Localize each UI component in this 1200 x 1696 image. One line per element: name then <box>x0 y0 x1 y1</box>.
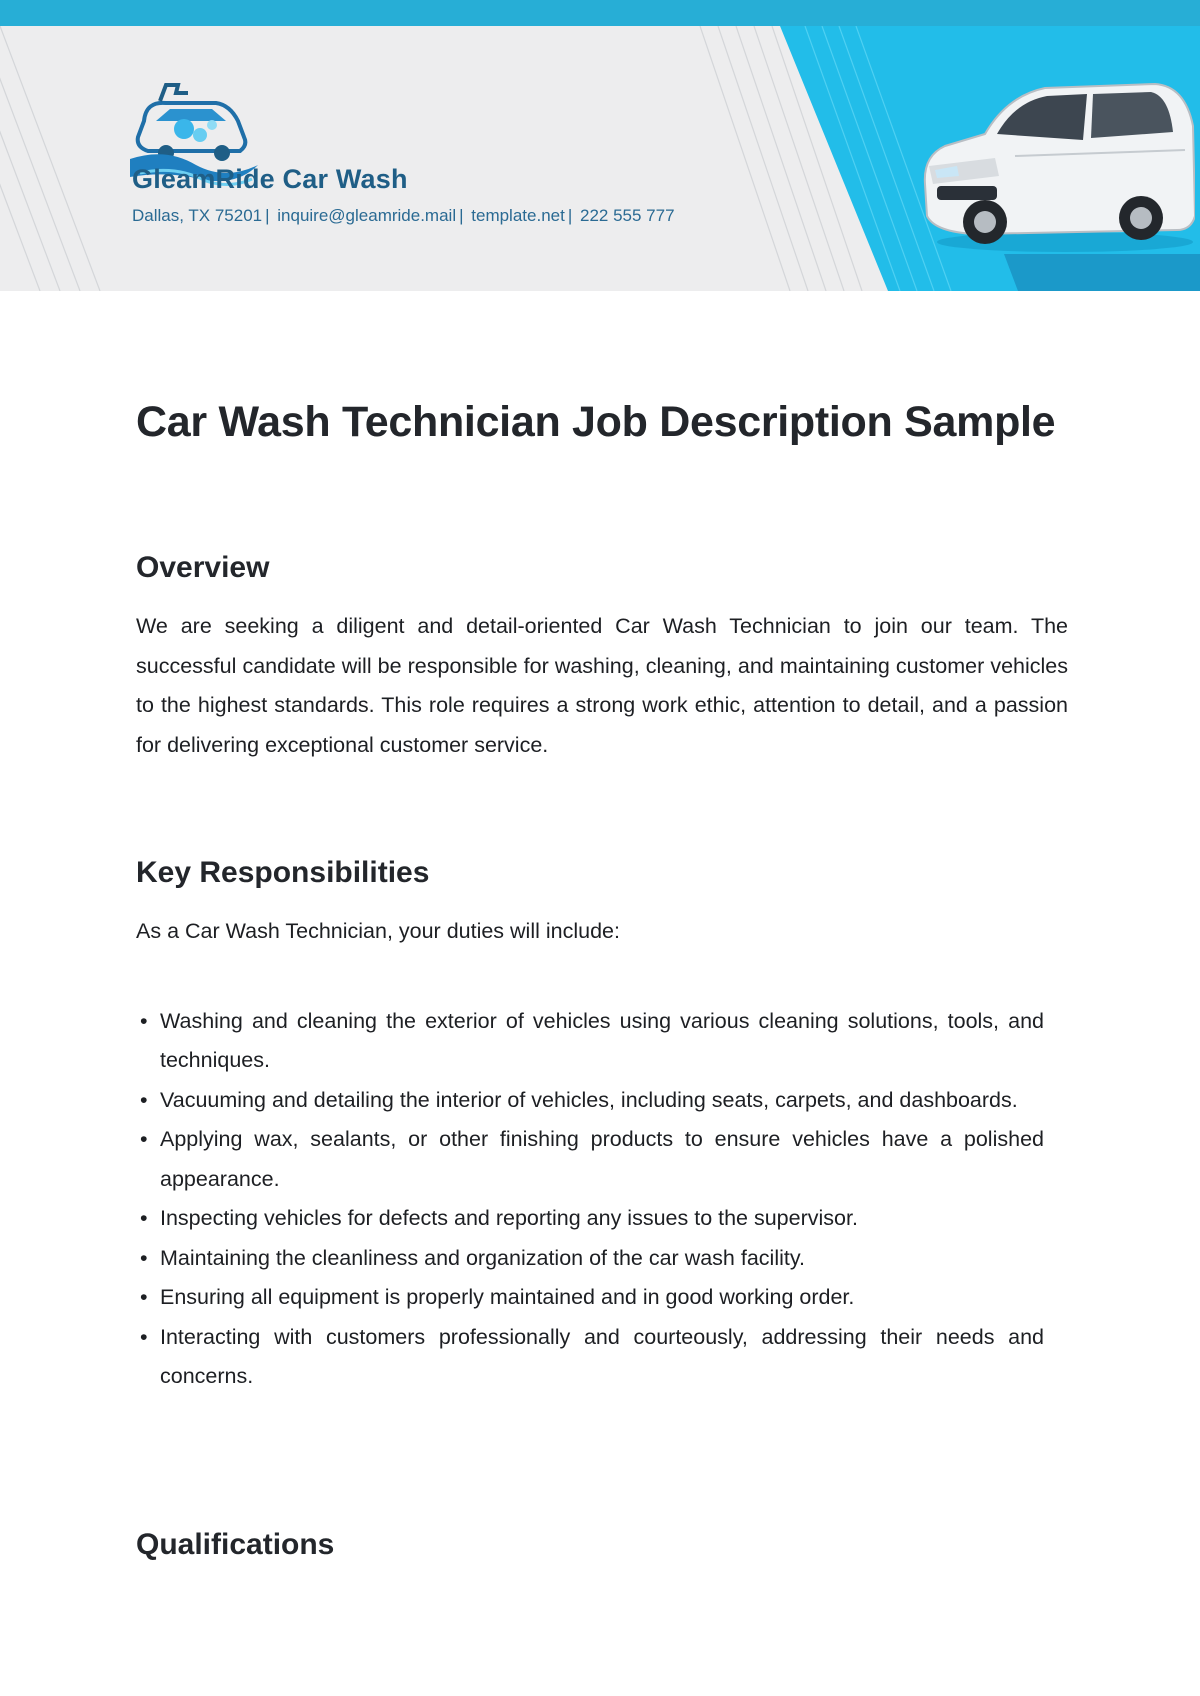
company-address: Dallas, TX 75201 <box>132 206 263 225</box>
list-item-text: Inspecting vehicles for defects and reporting any issues to the supervisor. <box>160 1206 858 1230</box>
list-item <box>140 1278 1044 1318</box>
contact-line: Dallas, TX 75201 | inquire@gleamride.mail | template.net | 222 555 777 <box>132 206 675 225</box>
company-email[interactable]: inquire@gleamride.mail <box>277 206 457 225</box>
responsibilities-list <box>136 1002 1044 1397</box>
bullet-icon: • <box>140 1285 148 1309</box>
bullet-icon: • <box>140 1087 148 1112</box>
list-item-text: Ensuring all equipment is properly maintained and in good working order. <box>160 1285 855 1309</box>
bullet-icon: • <box>140 1324 148 1349</box>
overview-heading: Overview <box>136 551 270 584</box>
list-item-text: Interacting with customers professionally and courteously, addressing their needs and concerns. <box>160 1324 1044 1388</box>
company-phone: 222 555 777 <box>579 206 675 225</box>
car-image <box>915 66 1195 256</box>
document-title: Car Wash Technician Job Description Sample <box>136 398 1056 446</box>
top-accent-bar <box>0 0 1200 26</box>
bullet-icon: • <box>140 1245 148 1270</box>
list-item-text: Washing and cleaning the exterior of vehicles using various cleaning solutions, tools, and techniques. <box>160 1008 1044 1072</box>
list-item-text: Maintaining the cleanliness and organization of the car wash facility. <box>160 1245 805 1270</box>
list-item <box>140 1120 1044 1199</box>
bullet-icon: • <box>140 1008 148 1033</box>
qualifications-heading: Qualifications <box>136 1528 335 1561</box>
overview-paragraph: We are seeking a diligent and detail-oriented Car Wash Technician to join our team. The successful candidate will be responsible for washing, cleaning, and maintaining customer vehicles to the highest standards. This role requires a strong work ethic, attention to detail, and a passion for delivering exceptional customer service. <box>136 614 1068 757</box>
overview-section <box>136 551 1068 765</box>
company-website[interactable]: template.net <box>471 206 565 225</box>
letterhead-header <box>0 26 1200 291</box>
responsibilities-section <box>136 856 1068 1397</box>
list-item <box>140 1081 1044 1121</box>
qualifications-section <box>136 1528 1068 1562</box>
list-item <box>140 1239 1044 1279</box>
list-item-text: Vacuuming and detailing the interior of vehicles, including seats, carpets, and dashboards. <box>160 1087 1018 1112</box>
list-item <box>140 1318 1044 1397</box>
responsibilities-heading: Key Responsibilities <box>136 856 430 889</box>
bullet-icon: • <box>140 1127 148 1151</box>
list-item <box>140 1002 1044 1081</box>
document-body <box>136 398 1068 1561</box>
list-item-text: Applying wax, sealants, or other finishing products to ensure vehicles have a polished appearance. <box>160 1127 1044 1191</box>
bullet-icon: • <box>140 1206 148 1230</box>
responsibilities-intro: As a Car Wash Technician, your duties will include: <box>136 919 620 943</box>
list-item <box>140 1199 1044 1239</box>
company-name: GleamRide Car Wash <box>132 164 408 194</box>
